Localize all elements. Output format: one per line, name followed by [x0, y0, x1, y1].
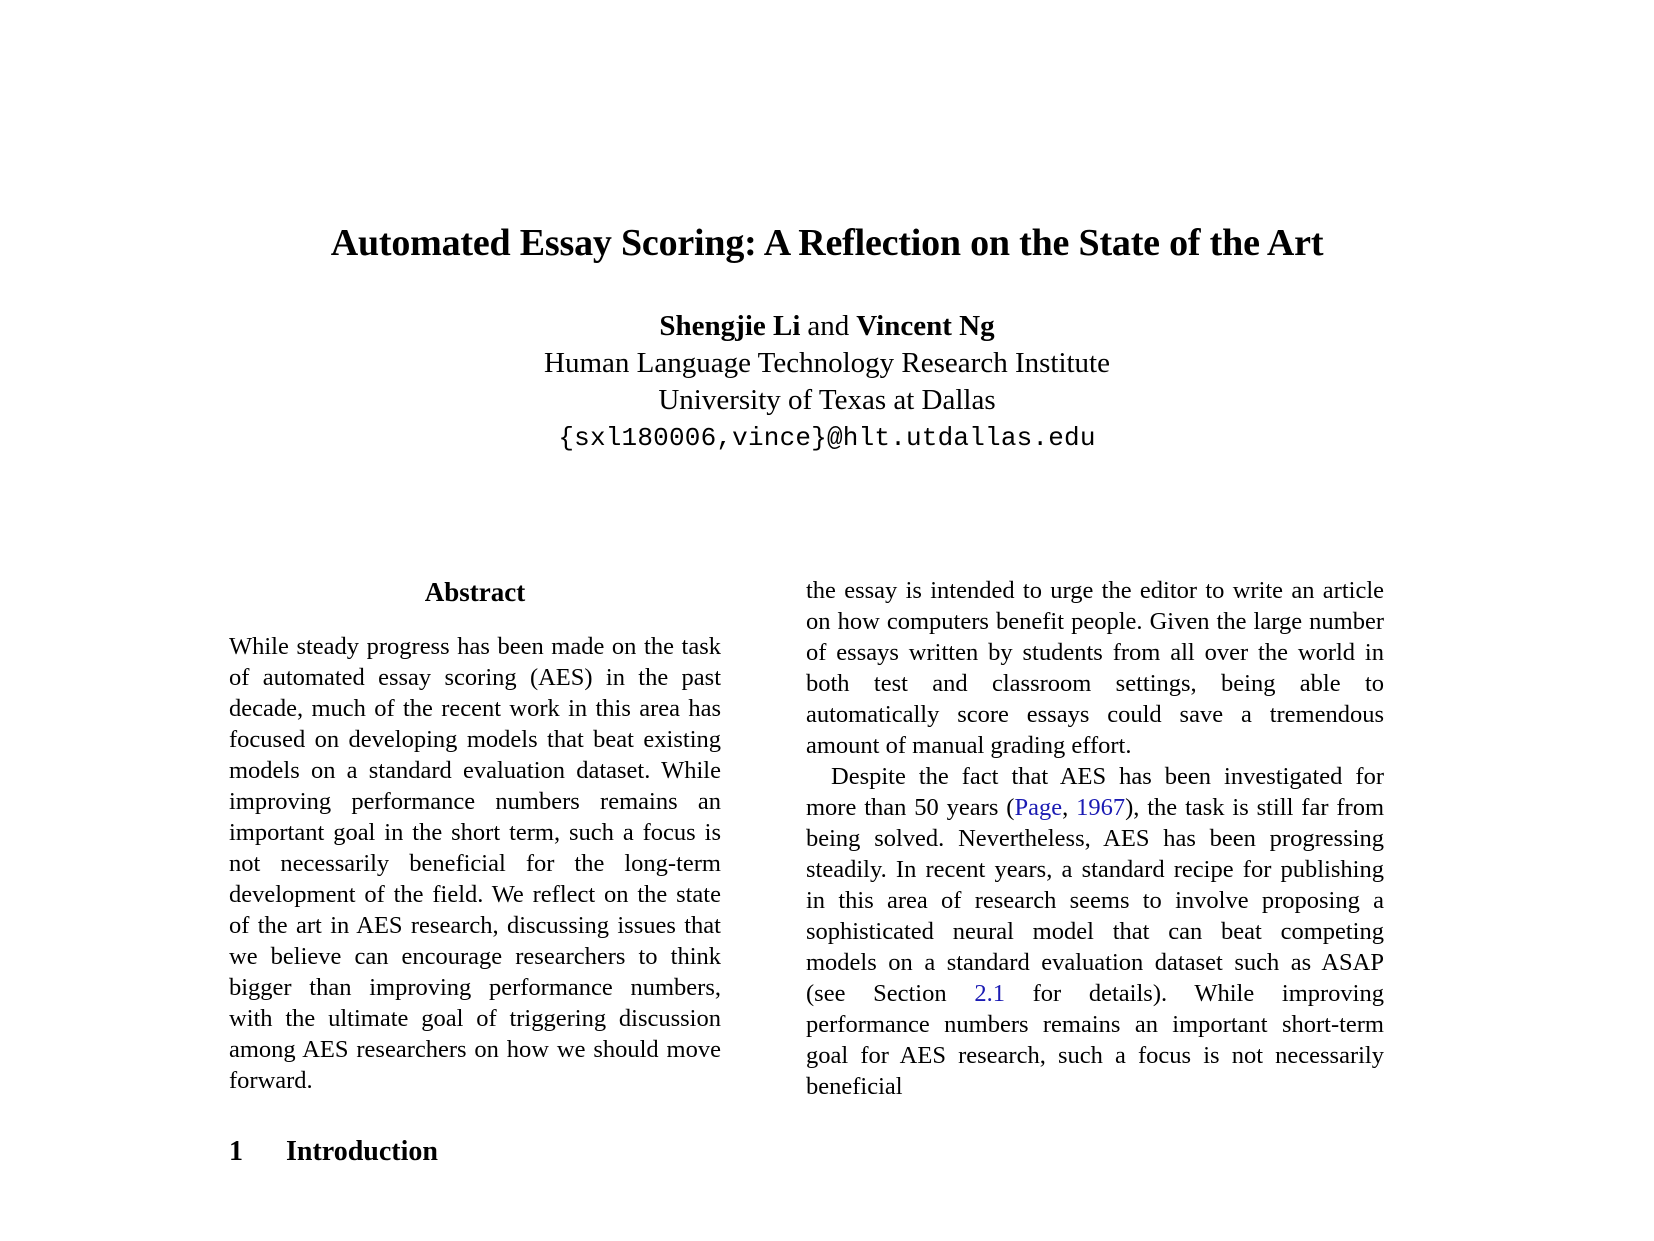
author-names — [0, 308, 1654, 345]
intro-paragraph-two — [806, 761, 1384, 1102]
section-heading-introduction — [229, 1134, 721, 1170]
citation-separator: , — [1062, 794, 1077, 821]
author-block — [0, 308, 1654, 457]
abstract-body: While steady progress has been made on the task of automated essay scoring (AES) in the past decade, much of the recent work in this area has focused on developing models that beat existing models on a standard evaluation dataset. While improving performance numbers remains an important goal in the short term, such a focus is not necessarily beneficial for the long-term development of the field. We reflect on the state of the art in AES research, discussing issues that we believe can encourage researchers to think bigger than improving performance numbers, with the ultimate goal of triggering discussion among AES researchers on how we should move forward. — [229, 633, 721, 1094]
paragraph-text-b: ), the task is still far from being solved. Nevertheless, AES has been progressing steadily. In recent years, a standard recipe for publishing in this area of research seems to involve proposing a sophisticated neural model that can beat competing models on a standard evaluation dataset such as ASAP (see Section — [806, 794, 1384, 1007]
right-column — [806, 575, 1384, 1102]
affiliation-university: University of Texas at Dallas — [658, 384, 996, 416]
abstract-heading: Abstract — [424, 577, 526, 607]
section-number: 1 — [229, 1136, 243, 1167]
paragraph-text-c: for details). While improving performance numbers remains an important short-term goal for AES research, such a focus is not necessarily beneficial — [806, 980, 1384, 1100]
citation-link-year[interactable]: 1967 — [1076, 794, 1126, 821]
page-title: Automated Essay Scoring: A Reflection on the State of the Art — [330, 222, 1324, 265]
section-reference-link[interactable]: 2.1 — [974, 980, 1005, 1007]
section-label: Introduction — [286, 1136, 438, 1167]
author-conjunction: and — [807, 310, 850, 342]
author-name-second: Vincent Ng — [856, 310, 995, 342]
author-email: {sxl180006,vince}@hlt.utdallas.edu — [558, 423, 1096, 453]
left-column — [229, 575, 721, 1170]
intro-paragraph-continued: the essay is intended to urge the editor to write an article on how computers benefit people. Given the large number of essays written by students from all over the world in both test and classroom settings, being able to automatically score essays could save a tremendous amount of manual grading effort. — [806, 577, 1384, 759]
paragraph-text-a: Despite the fact that AES has been investigated for more than 50 years ( — [806, 763, 1384, 821]
author-name-first: Shengjie Li — [659, 310, 801, 342]
affiliation-institute: Human Language Technology Research Institute — [544, 347, 1110, 379]
citation-link-page[interactable]: Page — [1014, 794, 1063, 821]
